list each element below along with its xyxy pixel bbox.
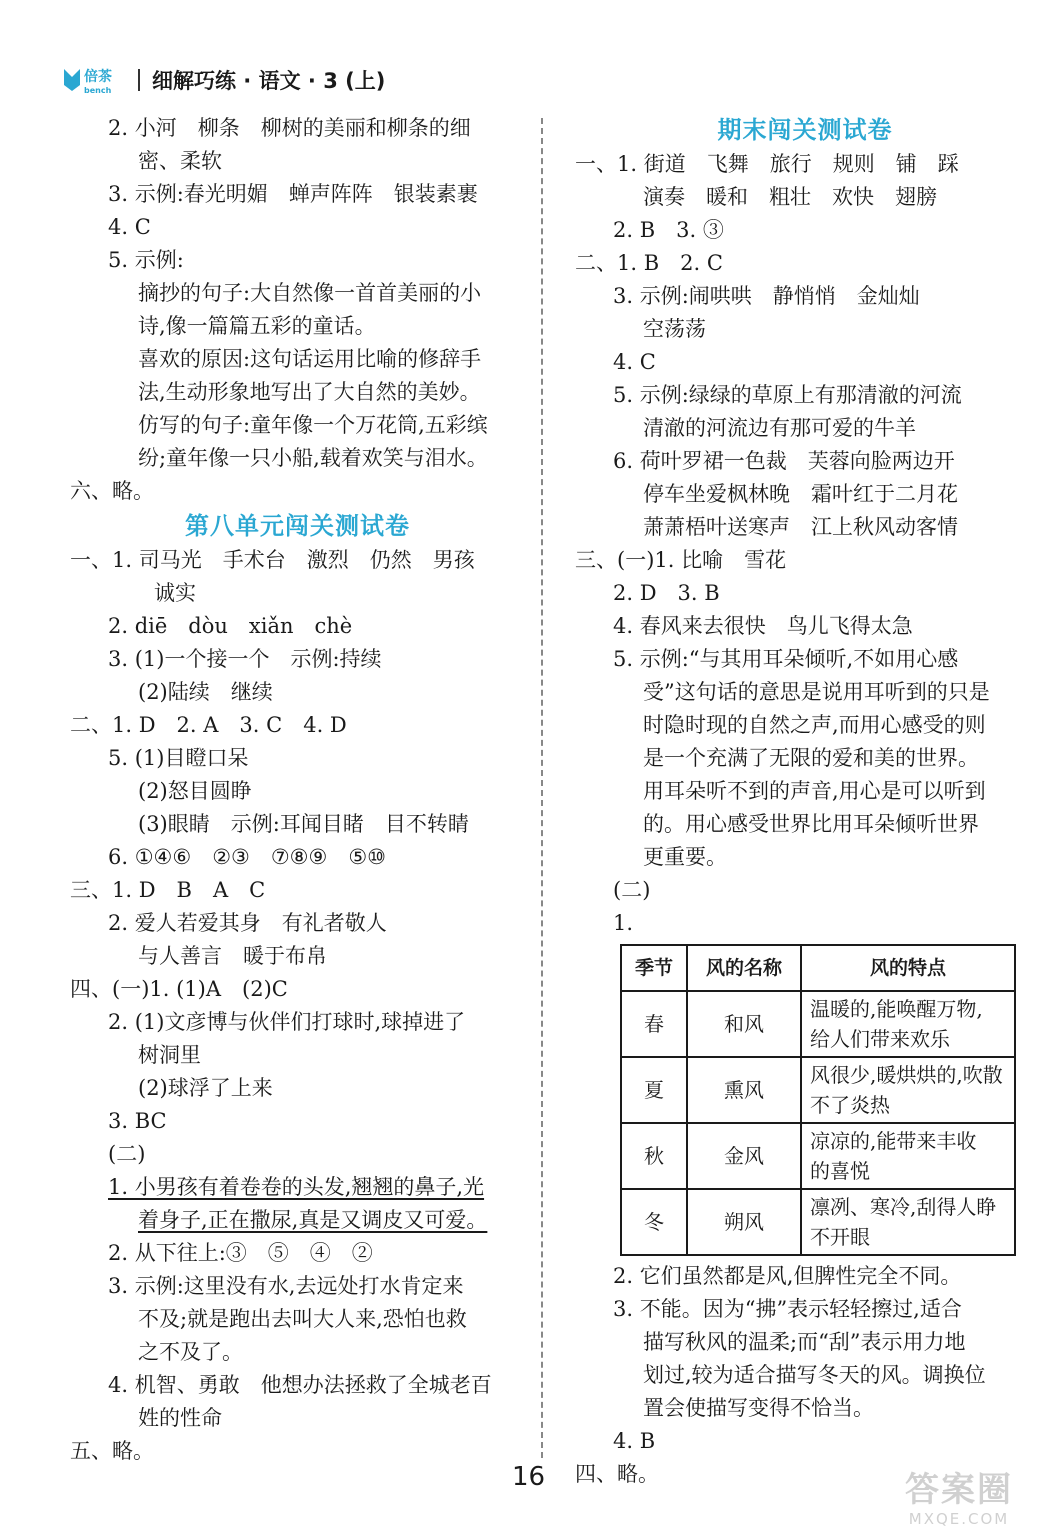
answer-line: 的。用心感受世界比用耳朵倾听世界 bbox=[643, 812, 979, 836]
answer-line: 5. (1)目瞪口呆 bbox=[108, 746, 249, 770]
answer-line: 1. 小男孩有着卷卷的头发,翘翘的鼻子,光 bbox=[108, 1175, 485, 1199]
answer-line: 4. 机智、勇敢 他想办法拯救了全城老百 bbox=[108, 1373, 492, 1397]
watermark-url: MXQE.COM bbox=[908, 1510, 1010, 1528]
watermark-text: 答案圈 bbox=[905, 1470, 1013, 1510]
answer-line: 3. 示例:闹哄哄 静悄悄 金灿灿 bbox=[613, 284, 920, 308]
answer-line: (二) bbox=[108, 1142, 146, 1166]
table-cell: 冬 bbox=[621, 1189, 687, 1255]
answer-line: 1. bbox=[613, 911, 634, 935]
column-header: 风的名称 bbox=[687, 945, 801, 991]
answer-line: 2. 爱人若爱其身 有礼者敬人 bbox=[108, 911, 387, 935]
answer-line: 二、1. B 2. C bbox=[575, 251, 723, 275]
answer-line: 5. 示例: bbox=[108, 248, 184, 272]
answer-line: 4. C bbox=[613, 350, 656, 374]
watermark-logo bbox=[879, 1470, 1039, 1530]
answer-line: 更重要。 bbox=[643, 845, 727, 869]
page-number: 16 bbox=[511, 1462, 546, 1492]
answer-line: (3)眼睛 示例:耳闻目睹 目不转睛 bbox=[138, 812, 469, 836]
answer-line: 六、略。 bbox=[70, 479, 154, 503]
answer-line: 6. ①④⑥ ②③ ⑦⑧⑨ ⑤⑩ bbox=[108, 845, 386, 869]
answer-line: (2)陆续 继续 bbox=[138, 680, 273, 704]
table-cell: 凛冽、寒冷,刮得人睁 不开眼 bbox=[801, 1189, 1015, 1255]
table-cell: 春 bbox=[621, 991, 687, 1057]
answer-line: 四、(一)1. (1)A (2)C bbox=[70, 977, 288, 1001]
answer-line: 空荡荡 bbox=[643, 317, 706, 341]
answer-line: 树洞里 bbox=[138, 1043, 201, 1067]
answer-line: 4. B bbox=[613, 1429, 656, 1453]
header-separator bbox=[138, 69, 140, 91]
table-cell: 熏风 bbox=[687, 1057, 801, 1123]
answer-line: 划过,较为适合描写冬天的风。调换位 bbox=[643, 1363, 986, 1387]
answer-line: 纷;童年像一只小船,载着欢笑与泪水。 bbox=[138, 446, 488, 470]
answer-line: 清澈的河流边有那可爱的牛羊 bbox=[643, 416, 916, 440]
brand-logo bbox=[62, 63, 126, 97]
table-cell: 秋 bbox=[621, 1123, 687, 1189]
answer-line: 一、1. 司马光 手术台 激烈 仍然 男孩 bbox=[70, 548, 475, 572]
answer-line: 6. 荷叶罗裙一色裁 芙蓉向脸两边开 bbox=[613, 449, 955, 473]
answer-line: 5. 示例:绿绿的草原上有那清澈的河流 bbox=[613, 383, 962, 407]
table-cell: 金风 bbox=[687, 1123, 801, 1189]
left-column bbox=[70, 112, 525, 1468]
answer-line: 诗,像一篇篇五彩的童话。 bbox=[138, 314, 376, 338]
book-title: 细解巧练 · 语文 · 3 (上) bbox=[152, 69, 386, 93]
answer-line: 着身子,正在撒尿,真是又调皮又可爱。 bbox=[138, 1208, 488, 1232]
table-cell: 夏 bbox=[621, 1057, 687, 1123]
answer-line: 不及;就是跑出去叫大人来,恐怕也救 bbox=[138, 1307, 467, 1331]
svg-text:bench: bench bbox=[84, 86, 112, 95]
answer-line: 3. (1)一个接一个 示例:持续 bbox=[108, 647, 382, 671]
answer-line: 时隐时现的自然之声,而用心感受的则 bbox=[643, 713, 986, 737]
answer-line: (二) bbox=[613, 878, 651, 902]
answer-line: 三、1. D B A C bbox=[70, 878, 266, 902]
answer-line: 摘抄的句子:大自然像一首首美丽的小 bbox=[138, 281, 482, 305]
table-cell: 和风 bbox=[687, 991, 801, 1057]
answer-line: 2. (1)文彦博与伙伴们打球时,球掉进了 bbox=[108, 1010, 466, 1034]
answer-line: 萧萧梧叶送寒声 江上秋风动客情 bbox=[643, 515, 958, 539]
answer-line: 与人善言 暖于布帛 bbox=[138, 944, 327, 968]
page-header bbox=[62, 60, 385, 100]
answer-line: 3. BC bbox=[108, 1109, 167, 1133]
answer-line: 2. 从下往上:③ ⑤ ④ ② bbox=[108, 1241, 373, 1265]
wind-table bbox=[620, 944, 1016, 1256]
answer-line: (2)球浮了上来 bbox=[138, 1076, 273, 1100]
answer-line: 用耳朵听不到的声音,用心是可以听到 bbox=[643, 779, 986, 803]
answer-line: 描写秋风的温柔;而“刮”表示用力地 bbox=[643, 1330, 966, 1354]
answer-line: 演奏 暖和 粗壮 欢快 翅膀 bbox=[643, 185, 937, 209]
table-row bbox=[621, 1057, 1015, 1123]
answer-line: (2)怒目圆睁 bbox=[138, 779, 252, 803]
answer-line: 受”这句话的意思是说用耳听到的只是 bbox=[643, 680, 990, 704]
table-row bbox=[621, 1189, 1015, 1255]
column-header: 风的特点 bbox=[801, 945, 1015, 991]
answer-line: 3. 示例:这里没有水,去远处打水肯定来 bbox=[108, 1274, 464, 1298]
answer-line: 2. D 3. B bbox=[613, 581, 720, 605]
answer-line: 2. diē dòu xiǎn chè bbox=[108, 614, 353, 638]
answer-line: 是一个充满了无限的爱和美的世界。 bbox=[643, 746, 979, 770]
table-cell: 温暖的,能唤醒万物, 给人们带来欢乐 bbox=[801, 991, 1015, 1057]
answer-line: 二、1. D 2. A 3. C 4. D bbox=[70, 713, 347, 737]
answer-line: 2. 它们虽然都是风,但脾性完全不同。 bbox=[613, 1264, 962, 1288]
table-cell: 朔风 bbox=[687, 1189, 801, 1255]
section-title: 期末闯关测试卷 bbox=[717, 116, 893, 144]
table-cell: 凉凉的,能带来丰收 的喜悦 bbox=[801, 1123, 1015, 1189]
answer-line: 诚实 bbox=[154, 581, 196, 605]
answer-line: 一、1. 街道 飞舞 旅行 规则 铺 踩 bbox=[575, 152, 959, 176]
answer-line: 5. 示例:“与其用耳朵倾听,不如用心感 bbox=[613, 647, 959, 671]
section-title: 第八单元闯关测试卷 bbox=[185, 512, 410, 540]
brand-logo-icon bbox=[62, 63, 126, 97]
table-row bbox=[621, 1123, 1015, 1189]
column-divider bbox=[541, 118, 543, 1458]
answer-line: 4. 春风来去很快 鸟儿飞得太急 bbox=[613, 614, 913, 638]
answer-line: 五、略。 bbox=[70, 1439, 154, 1463]
table-row bbox=[621, 991, 1015, 1057]
answer-line: 3. 不能。因为“拂”表示轻轻擦过,适合 bbox=[613, 1297, 962, 1321]
answer-line: 三、(一)1. 比喻 雪花 bbox=[575, 548, 787, 572]
answer-line: 姓的性命 bbox=[138, 1406, 222, 1430]
table-cell: 风很少,暖烘烘的,吹散 不了炎热 bbox=[801, 1057, 1015, 1123]
answer-line: 仿写的句子:童年像一个万花筒,五彩缤 bbox=[138, 413, 488, 437]
answer-line: 之不及了。 bbox=[138, 1340, 243, 1364]
answer-line: 4. C bbox=[108, 215, 151, 239]
answer-line: 法,生动形象地写出了大自然的美妙。 bbox=[138, 380, 481, 404]
column-header: 季节 bbox=[621, 945, 687, 991]
answer-line: 3. 示例:春光明媚 蝉声阵阵 银装素裹 bbox=[108, 182, 478, 206]
table-header-row bbox=[621, 945, 1015, 991]
answer-line: 四、略。 bbox=[575, 1462, 659, 1486]
answer-line: 密、柔软 bbox=[138, 149, 222, 173]
svg-text:倍茶: 倍茶 bbox=[84, 69, 112, 85]
answer-line: 置会使描写变得不恰当。 bbox=[643, 1396, 874, 1420]
answer-line: 喜欢的原因:这句话运用比喻的修辞手 bbox=[138, 347, 482, 371]
answer-line: 2. 小河 柳条 柳树的美丽和柳条的细 bbox=[108, 116, 471, 140]
answer-line: 停车坐爱枫林晚 霜叶红于二月花 bbox=[643, 482, 958, 506]
answer-line: 2. B 3. ③ bbox=[613, 218, 724, 242]
right-column bbox=[575, 112, 1035, 1491]
